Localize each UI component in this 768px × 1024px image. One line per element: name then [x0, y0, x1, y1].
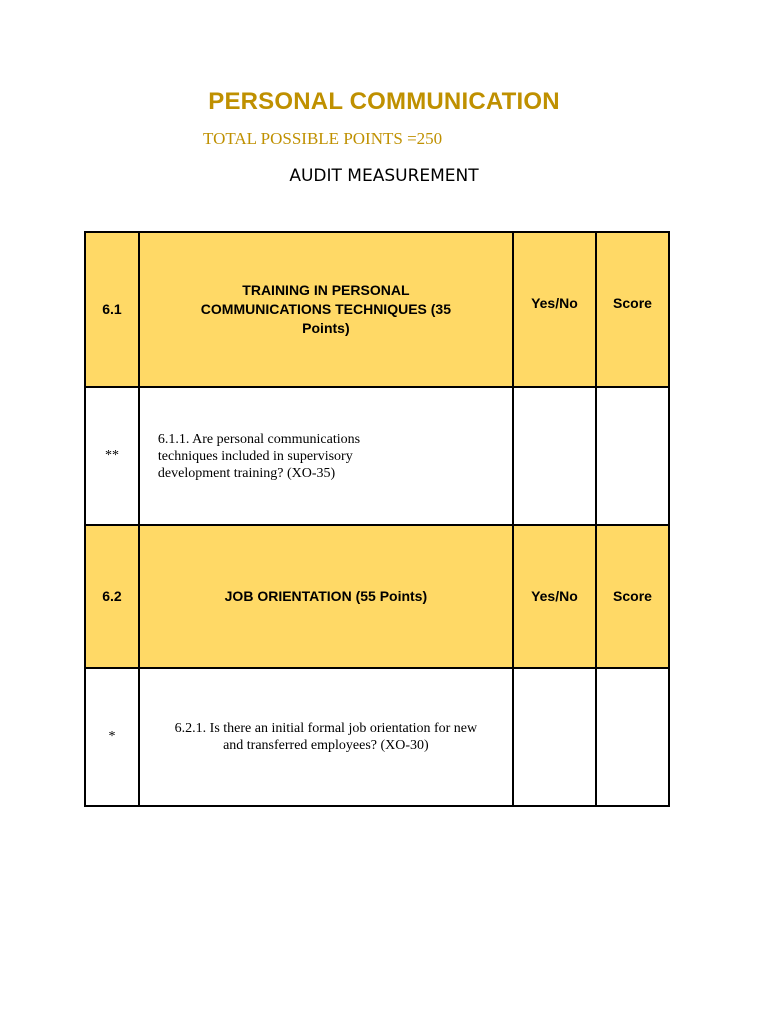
priority-marker: *: [85, 668, 139, 806]
question-cell: [139, 668, 513, 806]
question-row: [85, 387, 669, 525]
total-points-subtitle: TOTAL POSSIBLE POINTS =250: [203, 129, 443, 148]
question-row: [85, 668, 669, 806]
score-header: Score: [596, 525, 669, 668]
score-answer-cell[interactable]: [596, 668, 669, 806]
yes-no-answer-cell[interactable]: [513, 387, 596, 525]
yes-no-header: Yes/No: [513, 232, 596, 387]
question-cell: [139, 387, 513, 525]
question-text: 6.2.1. Is there an initial formal job orientation for new and transferred employees? (XO-30): [174, 721, 478, 753]
score-header: Score: [596, 232, 669, 387]
section-header-row: [85, 232, 669, 387]
section-header-row: [85, 525, 669, 668]
yes-no-answer-cell[interactable]: [513, 668, 596, 806]
section-title: [139, 525, 513, 668]
audit-table: [84, 231, 670, 807]
priority-marker: **: [85, 387, 139, 525]
section-number: 6.2: [85, 525, 139, 668]
page-title: PERSONAL COMMUNICATION: [208, 88, 560, 115]
yes-no-header: Yes/No: [513, 525, 596, 668]
audit-measurement-label: AUDIT MEASUREMENT: [289, 166, 479, 186]
section-number: 6.1: [85, 232, 139, 387]
score-answer-cell[interactable]: [596, 387, 669, 525]
section-title-text: JOB ORIENTATION (55 Points): [224, 588, 428, 604]
section-title-text: TRAINING IN PERSONAL COMMUNICATIONS TECHNIQUES (35 Points): [200, 282, 451, 336]
section-title: [139, 232, 513, 387]
question-text: 6.1.1. Are personal communications techniques included in supervisory development training? (XO-35): [157, 431, 361, 481]
